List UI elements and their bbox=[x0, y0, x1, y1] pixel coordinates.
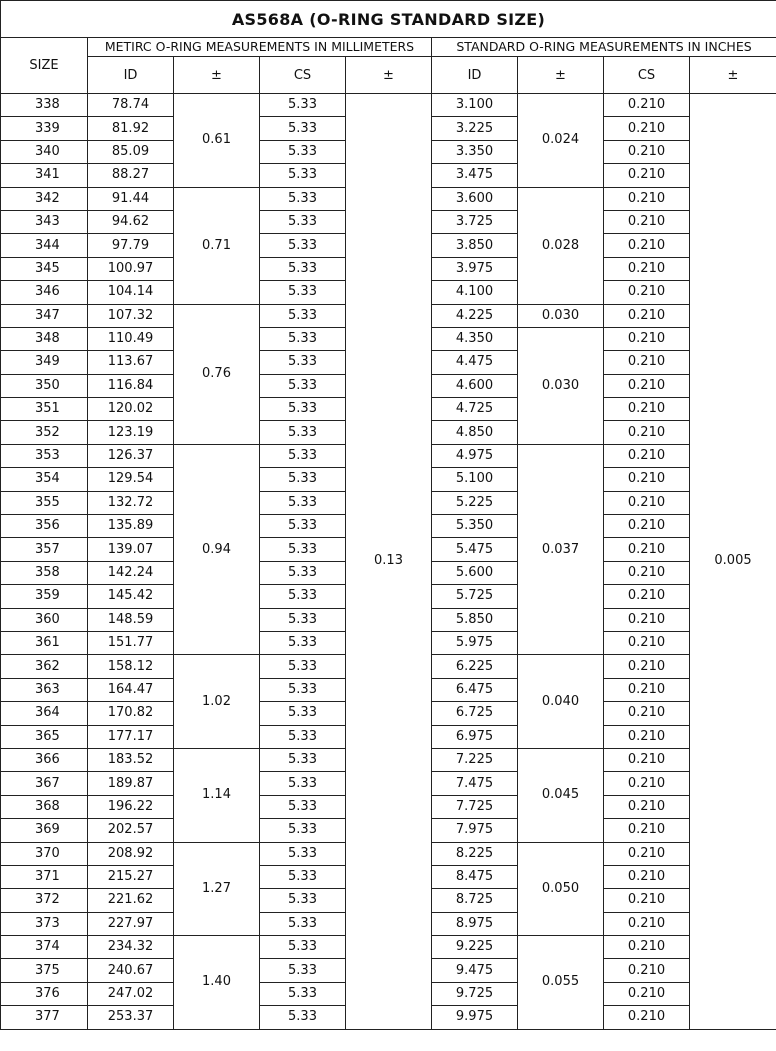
size-cell: 368 bbox=[1, 795, 88, 818]
inch-cs-cell: 0.210 bbox=[604, 982, 690, 1005]
table-row bbox=[1, 94, 776, 117]
metric-cs-cell: 5.33 bbox=[260, 515, 346, 538]
metric-cs-cell: 5.33 bbox=[260, 748, 346, 771]
metric-cs-cell: 5.33 bbox=[260, 281, 346, 304]
inch-id-cell: 4.225 bbox=[432, 304, 518, 327]
inch-id-cell: 5.975 bbox=[432, 631, 518, 654]
size-cell: 343 bbox=[1, 210, 88, 233]
inch-id-tolerance-cell: 0.040 bbox=[518, 655, 604, 749]
metric-id-cell: 145.42 bbox=[88, 585, 174, 608]
metric-id-tolerance-cell: 0.76 bbox=[174, 304, 260, 444]
table-title: AS568A (O-RING STANDARD SIZE) bbox=[1, 1, 776, 38]
metric-cs-cell: 5.33 bbox=[260, 889, 346, 912]
size-cell: 340 bbox=[1, 140, 88, 163]
size-cell: 352 bbox=[1, 421, 88, 444]
inch-id-cell: 3.850 bbox=[432, 234, 518, 257]
metric-cs-cell: 5.33 bbox=[260, 936, 346, 959]
inch-id-tolerance-cell: 0.050 bbox=[518, 842, 604, 936]
metric-cs-cell: 5.33 bbox=[260, 982, 346, 1005]
metric-cs-cell: 5.33 bbox=[260, 842, 346, 865]
inch-cs-tolerance-header: ± bbox=[690, 57, 776, 94]
size-cell: 350 bbox=[1, 374, 88, 397]
inch-id-cell: 6.725 bbox=[432, 702, 518, 725]
metric-cs-cell: 5.33 bbox=[260, 117, 346, 140]
metric-id-cell: 91.44 bbox=[88, 187, 174, 210]
metric-cs-cell: 5.33 bbox=[260, 725, 346, 748]
inch-id-cell: 5.725 bbox=[432, 585, 518, 608]
metric-cs-cell: 5.33 bbox=[260, 140, 346, 163]
inch-cs-cell: 0.210 bbox=[604, 351, 690, 374]
metric-cs-cell: 5.33 bbox=[260, 94, 346, 117]
inch-cs-cell: 0.210 bbox=[604, 608, 690, 631]
metric-id-cell: 240.67 bbox=[88, 959, 174, 982]
inch-id-tolerance-cell: 0.024 bbox=[518, 94, 604, 188]
size-cell: 377 bbox=[1, 1006, 88, 1029]
inch-cs-cell: 0.210 bbox=[604, 631, 690, 654]
metric-id-cell: 170.82 bbox=[88, 702, 174, 725]
inch-id-cell: 8.725 bbox=[432, 889, 518, 912]
metric-id-cell: 78.74 bbox=[88, 94, 174, 117]
metric-cs-header: CS bbox=[260, 57, 346, 94]
inch-id-cell: 3.600 bbox=[432, 187, 518, 210]
size-cell: 366 bbox=[1, 748, 88, 771]
table-body bbox=[1, 94, 776, 1030]
inch-id-cell: 3.725 bbox=[432, 210, 518, 233]
inch-id-cell: 5.100 bbox=[432, 468, 518, 491]
size-cell: 355 bbox=[1, 491, 88, 514]
inch-id-cell: 7.475 bbox=[432, 772, 518, 795]
metric-id-cell: 116.84 bbox=[88, 374, 174, 397]
size-cell: 376 bbox=[1, 982, 88, 1005]
metric-id-cell: 110.49 bbox=[88, 327, 174, 350]
metric-cs-cell: 5.33 bbox=[260, 678, 346, 701]
inch-id-cell: 8.975 bbox=[432, 912, 518, 935]
inch-id-cell: 4.975 bbox=[432, 444, 518, 467]
inch-id-cell: 5.350 bbox=[432, 515, 518, 538]
inch-cs-cell: 0.210 bbox=[604, 702, 690, 725]
size-cell: 341 bbox=[1, 164, 88, 187]
metric-cs-tolerance-header: ± bbox=[346, 57, 432, 94]
metric-cs-cell: 5.33 bbox=[260, 351, 346, 374]
inch-cs-cell: 0.210 bbox=[604, 491, 690, 514]
inch-cs-cell: 0.210 bbox=[604, 187, 690, 210]
metric-id-cell: 196.22 bbox=[88, 795, 174, 818]
inch-cs-cell: 0.210 bbox=[604, 819, 690, 842]
size-cell: 348 bbox=[1, 327, 88, 350]
metric-cs-cell: 5.33 bbox=[260, 772, 346, 795]
inch-cs-cell: 0.210 bbox=[604, 678, 690, 701]
metric-id-cell: 129.54 bbox=[88, 468, 174, 491]
inch-cs-cell: 0.210 bbox=[604, 468, 690, 491]
metric-id-cell: 113.67 bbox=[88, 351, 174, 374]
metric-id-tolerance-cell: 1.14 bbox=[174, 748, 260, 842]
metric-id-cell: 202.57 bbox=[88, 819, 174, 842]
inch-cs-cell: 0.210 bbox=[604, 842, 690, 865]
metric-id-cell: 132.72 bbox=[88, 491, 174, 514]
metric-id-cell: 85.09 bbox=[88, 140, 174, 163]
metric-cs-cell: 5.33 bbox=[260, 257, 346, 280]
size-cell: 371 bbox=[1, 865, 88, 888]
inch-cs-cell: 0.210 bbox=[604, 257, 690, 280]
size-cell: 347 bbox=[1, 304, 88, 327]
metric-cs-cell: 5.33 bbox=[260, 912, 346, 935]
inch-cs-cell: 0.210 bbox=[604, 655, 690, 678]
inch-id-cell: 5.600 bbox=[432, 561, 518, 584]
metric-cs-cell: 5.33 bbox=[260, 561, 346, 584]
size-cell: 344 bbox=[1, 234, 88, 257]
metric-id-cell: 177.17 bbox=[88, 725, 174, 748]
size-cell: 356 bbox=[1, 515, 88, 538]
inch-cs-cell: 0.210 bbox=[604, 865, 690, 888]
inch-id-header: ID bbox=[432, 57, 518, 94]
metric-id-cell: 135.89 bbox=[88, 515, 174, 538]
inch-cs-cell: 0.210 bbox=[604, 421, 690, 444]
metric-id-cell: 234.32 bbox=[88, 936, 174, 959]
inch-cs-cell: 0.210 bbox=[604, 538, 690, 561]
metric-id-cell: 81.92 bbox=[88, 117, 174, 140]
size-cell: 349 bbox=[1, 351, 88, 374]
inch-cs-cell: 0.210 bbox=[604, 398, 690, 421]
metric-id-cell: 88.27 bbox=[88, 164, 174, 187]
metric-cs-cell: 5.33 bbox=[260, 1006, 346, 1029]
inch-id-cell: 7.725 bbox=[432, 795, 518, 818]
inch-cs-cell: 0.210 bbox=[604, 444, 690, 467]
inch-cs-cell: 0.210 bbox=[604, 117, 690, 140]
metric-id-cell: 94.62 bbox=[88, 210, 174, 233]
size-cell: 353 bbox=[1, 444, 88, 467]
inch-id-cell: 3.225 bbox=[432, 117, 518, 140]
size-header: SIZE bbox=[1, 38, 88, 94]
metric-cs-cell: 5.33 bbox=[260, 444, 346, 467]
metric-cs-cell: 5.33 bbox=[260, 865, 346, 888]
inch-id-cell: 5.225 bbox=[432, 491, 518, 514]
inch-cs-cell: 0.210 bbox=[604, 210, 690, 233]
inch-id-cell: 6.975 bbox=[432, 725, 518, 748]
metric-id-tolerance-cell: 1.02 bbox=[174, 655, 260, 749]
inch-cs-cell: 0.210 bbox=[604, 912, 690, 935]
size-cell: 370 bbox=[1, 842, 88, 865]
inch-id-cell: 7.225 bbox=[432, 748, 518, 771]
size-cell: 346 bbox=[1, 281, 88, 304]
size-cell: 374 bbox=[1, 936, 88, 959]
metric-cs-cell: 5.33 bbox=[260, 631, 346, 654]
inch-id-cell: 4.600 bbox=[432, 374, 518, 397]
inch-id-cell: 3.100 bbox=[432, 94, 518, 117]
size-cell: 360 bbox=[1, 608, 88, 631]
metric-cs-cell: 5.33 bbox=[260, 210, 346, 233]
inch-cs-cell: 0.210 bbox=[604, 374, 690, 397]
metric-id-cell: 247.02 bbox=[88, 982, 174, 1005]
inch-cs-cell: 0.210 bbox=[604, 281, 690, 304]
inch-cs-cell: 0.210 bbox=[604, 795, 690, 818]
metric-id-tolerance-cell: 1.40 bbox=[174, 936, 260, 1030]
size-cell: 373 bbox=[1, 912, 88, 935]
metric-id-cell: 253.37 bbox=[88, 1006, 174, 1029]
metric-cs-tolerance-cell: 0.13 bbox=[346, 94, 432, 1030]
inch-id-tolerance-cell: 0.055 bbox=[518, 936, 604, 1030]
inch-cs-cell: 0.210 bbox=[604, 772, 690, 795]
metric-cs-cell: 5.33 bbox=[260, 585, 346, 608]
size-cell: 345 bbox=[1, 257, 88, 280]
size-cell: 342 bbox=[1, 187, 88, 210]
metric-id-cell: 215.27 bbox=[88, 865, 174, 888]
metric-cs-cell: 5.33 bbox=[260, 421, 346, 444]
metric-id-cell: 148.59 bbox=[88, 608, 174, 631]
metric-group-header: METIRC O-RING MEASUREMENTS IN MILLIMETERS bbox=[88, 38, 432, 57]
inch-id-cell: 4.100 bbox=[432, 281, 518, 304]
inch-id-cell: 9.725 bbox=[432, 982, 518, 1005]
metric-id-cell: 139.07 bbox=[88, 538, 174, 561]
metric-id-tolerance-cell: 1.27 bbox=[174, 842, 260, 936]
metric-cs-cell: 5.33 bbox=[260, 959, 346, 982]
inch-id-cell: 5.850 bbox=[432, 608, 518, 631]
inch-id-cell: 9.225 bbox=[432, 936, 518, 959]
inch-id-tolerance-cell: 0.045 bbox=[518, 748, 604, 842]
inch-cs-cell: 0.210 bbox=[604, 936, 690, 959]
inch-id-cell: 3.975 bbox=[432, 257, 518, 280]
inch-id-cell: 9.475 bbox=[432, 959, 518, 982]
metric-id-cell: 126.37 bbox=[88, 444, 174, 467]
inch-id-cell: 4.475 bbox=[432, 351, 518, 374]
size-cell: 372 bbox=[1, 889, 88, 912]
metric-id-tolerance-cell: 0.71 bbox=[174, 187, 260, 304]
inch-id-cell: 3.475 bbox=[432, 164, 518, 187]
metric-cs-cell: 5.33 bbox=[260, 327, 346, 350]
metric-cs-cell: 5.33 bbox=[260, 304, 346, 327]
inch-id-cell: 6.225 bbox=[432, 655, 518, 678]
inch-id-cell: 9.975 bbox=[432, 1006, 518, 1029]
size-cell: 354 bbox=[1, 468, 88, 491]
size-cell: 359 bbox=[1, 585, 88, 608]
inch-cs-cell: 0.210 bbox=[604, 725, 690, 748]
metric-id-cell: 183.52 bbox=[88, 748, 174, 771]
size-cell: 338 bbox=[1, 94, 88, 117]
metric-cs-cell: 5.33 bbox=[260, 398, 346, 421]
metric-id-cell: 104.14 bbox=[88, 281, 174, 304]
metric-id-cell: 120.02 bbox=[88, 398, 174, 421]
inch-cs-cell: 0.210 bbox=[604, 304, 690, 327]
metric-cs-cell: 5.33 bbox=[260, 538, 346, 561]
metric-cs-cell: 5.33 bbox=[260, 655, 346, 678]
inch-id-cell: 4.850 bbox=[432, 421, 518, 444]
metric-id-tolerance-header: ± bbox=[174, 57, 260, 94]
inch-cs-cell: 0.210 bbox=[604, 327, 690, 350]
size-cell: 365 bbox=[1, 725, 88, 748]
metric-id-tolerance-cell: 0.94 bbox=[174, 444, 260, 655]
inch-id-tolerance-cell: 0.030 bbox=[518, 327, 604, 444]
metric-cs-cell: 5.33 bbox=[260, 164, 346, 187]
standard-group-header: STANDARD O-RING MEASUREMENTS IN INCHES bbox=[432, 38, 776, 57]
metric-cs-cell: 5.33 bbox=[260, 608, 346, 631]
size-cell: 363 bbox=[1, 678, 88, 701]
inch-cs-cell: 0.210 bbox=[604, 164, 690, 187]
metric-cs-cell: 5.33 bbox=[260, 491, 346, 514]
inch-id-tolerance-cell: 0.030 bbox=[518, 304, 604, 327]
inch-id-cell: 5.475 bbox=[432, 538, 518, 561]
metric-id-cell: 221.62 bbox=[88, 889, 174, 912]
inch-id-cell: 8.225 bbox=[432, 842, 518, 865]
inch-id-tolerance-cell: 0.028 bbox=[518, 187, 604, 304]
inch-cs-header: CS bbox=[604, 57, 690, 94]
inch-id-cell: 8.475 bbox=[432, 865, 518, 888]
metric-cs-cell: 5.33 bbox=[260, 374, 346, 397]
size-cell: 369 bbox=[1, 819, 88, 842]
inch-cs-tolerance-cell: 0.005 bbox=[690, 94, 776, 1030]
metric-cs-cell: 5.33 bbox=[260, 795, 346, 818]
metric-id-cell: 164.47 bbox=[88, 678, 174, 701]
metric-id-cell: 100.97 bbox=[88, 257, 174, 280]
inch-cs-cell: 0.210 bbox=[604, 561, 690, 584]
size-cell: 375 bbox=[1, 959, 88, 982]
metric-id-cell: 227.97 bbox=[88, 912, 174, 935]
size-cell: 358 bbox=[1, 561, 88, 584]
inch-cs-cell: 0.210 bbox=[604, 959, 690, 982]
metric-id-tolerance-cell: 0.61 bbox=[174, 94, 260, 188]
inch-id-cell: 4.350 bbox=[432, 327, 518, 350]
inch-id-cell: 3.350 bbox=[432, 140, 518, 163]
metric-id-cell: 208.92 bbox=[88, 842, 174, 865]
metric-id-cell: 189.87 bbox=[88, 772, 174, 795]
inch-cs-cell: 0.210 bbox=[604, 748, 690, 771]
metric-id-cell: 97.79 bbox=[88, 234, 174, 257]
metric-id-cell: 151.77 bbox=[88, 631, 174, 654]
metric-id-cell: 142.24 bbox=[88, 561, 174, 584]
inch-id-cell: 7.975 bbox=[432, 819, 518, 842]
size-cell: 351 bbox=[1, 398, 88, 421]
inch-cs-cell: 0.210 bbox=[604, 585, 690, 608]
size-cell: 364 bbox=[1, 702, 88, 725]
inch-cs-cell: 0.210 bbox=[604, 1006, 690, 1029]
inch-cs-cell: 0.210 bbox=[604, 515, 690, 538]
size-cell: 367 bbox=[1, 772, 88, 795]
metric-cs-cell: 5.33 bbox=[260, 234, 346, 257]
inch-id-cell: 6.475 bbox=[432, 678, 518, 701]
metric-cs-cell: 5.33 bbox=[260, 187, 346, 210]
size-cell: 357 bbox=[1, 538, 88, 561]
inch-cs-cell: 0.210 bbox=[604, 94, 690, 117]
inch-cs-cell: 0.210 bbox=[604, 889, 690, 912]
inch-cs-cell: 0.210 bbox=[604, 140, 690, 163]
metric-id-cell: 158.12 bbox=[88, 655, 174, 678]
metric-id-cell: 107.32 bbox=[88, 304, 174, 327]
metric-id-header: ID bbox=[88, 57, 174, 94]
metric-cs-cell: 5.33 bbox=[260, 468, 346, 491]
metric-cs-cell: 5.33 bbox=[260, 702, 346, 725]
inch-cs-cell: 0.210 bbox=[604, 234, 690, 257]
inch-id-cell: 4.725 bbox=[432, 398, 518, 421]
metric-cs-cell: 5.33 bbox=[260, 819, 346, 842]
size-cell: 362 bbox=[1, 655, 88, 678]
metric-id-cell: 123.19 bbox=[88, 421, 174, 444]
size-cell: 339 bbox=[1, 117, 88, 140]
inch-id-tolerance-cell: 0.037 bbox=[518, 444, 604, 655]
size-cell: 361 bbox=[1, 631, 88, 654]
inch-id-tolerance-header: ± bbox=[518, 57, 604, 94]
